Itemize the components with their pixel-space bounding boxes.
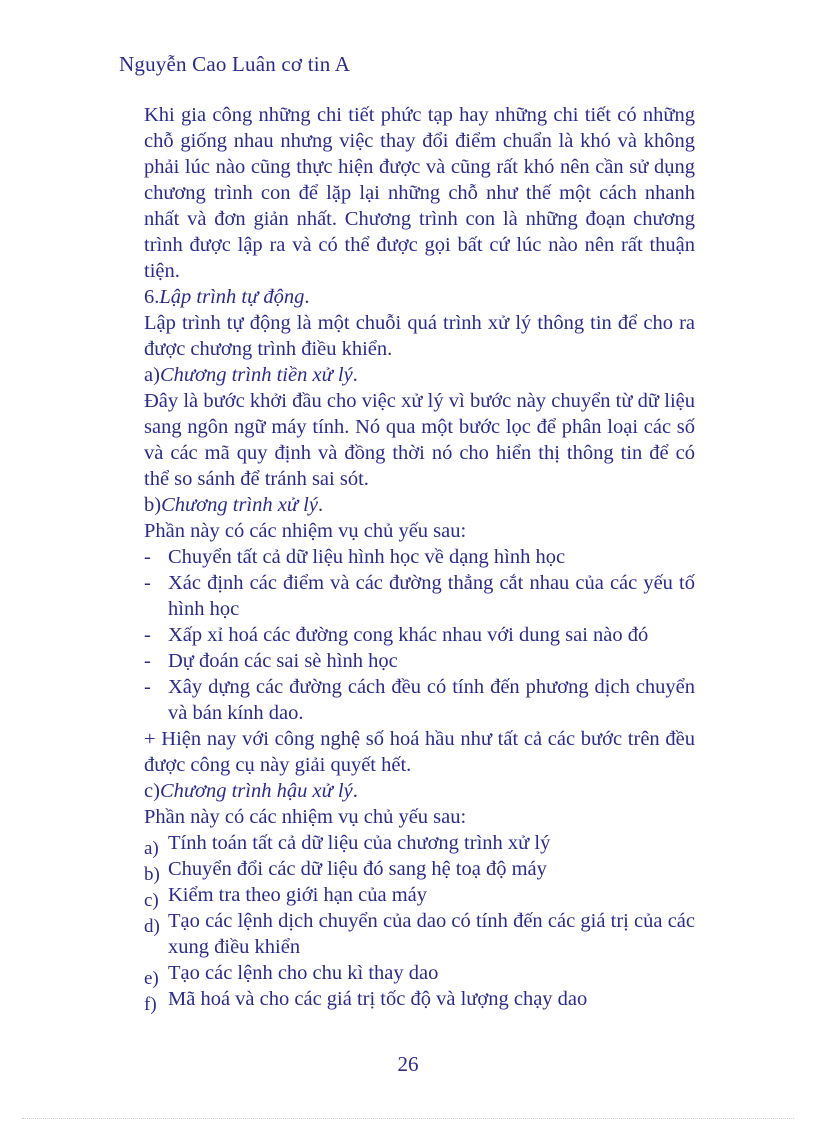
- list-item-text: Chuyển tất cả dữ liệu hình học về dạng hình học: [168, 546, 566, 568]
- sub-b-task-list: [144, 544, 695, 726]
- list-item: [144, 544, 695, 570]
- list-marker: c): [144, 890, 159, 911]
- sub-c-label: c): [144, 780, 160, 802]
- section-6-paragraph: Lập trình tự động là một chuỗi quá trình xử lý thông tin để cho ra được chương trình điều khiển.: [144, 312, 695, 360]
- sub-c-intro: Phần này có các nhiệm vụ chủ yếu sau:: [144, 806, 467, 828]
- list-marker: -: [144, 546, 151, 568]
- list-item-text: Tạo các lệnh cho chu kì thay dao: [168, 962, 439, 984]
- sub-c-heading: [144, 778, 695, 804]
- list-marker: -: [144, 572, 151, 594]
- sub-b-heading: [144, 492, 695, 518]
- sub-b-title: Chương trình xử lý: [161, 494, 318, 516]
- list-item-text: Xấp xỉ hoá các đường cong khác nhau với dung sai nào đó: [168, 624, 649, 646]
- list-marker: a): [144, 838, 159, 859]
- sub-b-note: + Hiện nay với công nghệ số hoá hầu như tất cả các bước trên đều được công cụ này giải quyết hết.: [144, 728, 695, 776]
- sub-a-suffix: .: [352, 364, 358, 386]
- section-6-heading: [144, 284, 695, 310]
- page-number: 26: [397, 1052, 419, 1076]
- list-item-text: Tạo các lệnh dịch chuyển của dao có tính đến các giá trị của các xung điều khiển: [168, 910, 695, 958]
- section-6-number: 6.: [144, 286, 160, 308]
- list-item-text: Dự đoán các sai sè hình học: [168, 650, 398, 672]
- list-item-text: Kiểm tra theo giới hạn của máy: [168, 884, 428, 906]
- list-item: [144, 830, 695, 859]
- list-item: [144, 674, 695, 726]
- list-item: [144, 856, 695, 885]
- sub-a-label: a): [144, 364, 160, 386]
- list-marker: e): [144, 968, 159, 989]
- sub-a-title: Chương trình tiền xử lý: [159, 364, 353, 386]
- list-item: [144, 960, 695, 989]
- list-marker: f): [144, 994, 157, 1015]
- list-item: [144, 622, 695, 648]
- page-header: Nguyễn Cao Luân cơ tin A: [119, 52, 351, 76]
- list-item: [144, 908, 695, 960]
- list-item-text: Chuyển đổi các dữ liệu đó sang hệ toạ độ máy: [168, 858, 547, 880]
- list-marker: d): [144, 916, 160, 937]
- list-marker: -: [144, 676, 151, 698]
- list-item: [144, 986, 695, 1015]
- intro-paragraph: Khi gia công những chi tiết phức tạp hay những chi tiết có những chỗ giống nhau nhưng việc thay đổi điểm chuẩn là khó và không phải lúc nào cũng thực hiện được và cũng rất khó nên cần sử dụng chương trình con để lặp lại những chỗ như thế một cách nhanh nhất và đơn giản nhất. Chương trình con là những đoạn chương trình được lập ra và có thể được gọi bất cứ lúc nào nên rất thuận tiện.: [144, 104, 695, 282]
- list-item: [144, 570, 695, 622]
- page-content: [144, 102, 695, 1015]
- sub-b-suffix: .: [317, 494, 324, 516]
- list-item: [144, 882, 695, 911]
- list-item-text: Tính toán tất cả dữ liệu của chương trình xử lý: [168, 832, 551, 854]
- sub-b-intro: Phần này có các nhiệm vụ chủ yếu sau:: [144, 520, 467, 542]
- list-marker: b): [144, 864, 160, 885]
- list-item-text: Xây dựng các đường cách đều có tính đến phương dịch chuyển và bán kính dao.: [168, 676, 695, 724]
- list-marker: -: [144, 624, 151, 646]
- page-bottom-divider: [22, 1118, 794, 1119]
- sub-c-task-list: [144, 830, 695, 1015]
- sub-b-label: b): [144, 494, 162, 516]
- sub-a-paragraph: Đây là bước khởi đầu cho việc xử lý vì bước này chuyển từ dữ liệu sang ngôn ngữ máy tính. Nó qua một bước lọc để phân loại các số và các mã quy định và đồng thời nó cho hiển thị thông tin để có thể so sánh để tránh sai sót.: [144, 390, 695, 490]
- sub-c-suffix: .: [352, 780, 358, 802]
- list-item-text: Mã hoá và cho các giá trị tốc độ và lượng chạy dao: [168, 988, 588, 1010]
- section-6-title: Lập trình tự động: [159, 286, 305, 308]
- section-6-suffix: .: [304, 286, 310, 308]
- list-marker: -: [144, 650, 151, 672]
- sub-a-heading: [144, 362, 695, 388]
- list-item: [144, 648, 695, 674]
- sub-c-title: Chương trình hậu xử lý: [159, 780, 353, 802]
- list-item-text: Xác định các điểm và các đường thẳng cắt nhau của các yếu tố hình học: [168, 572, 695, 620]
